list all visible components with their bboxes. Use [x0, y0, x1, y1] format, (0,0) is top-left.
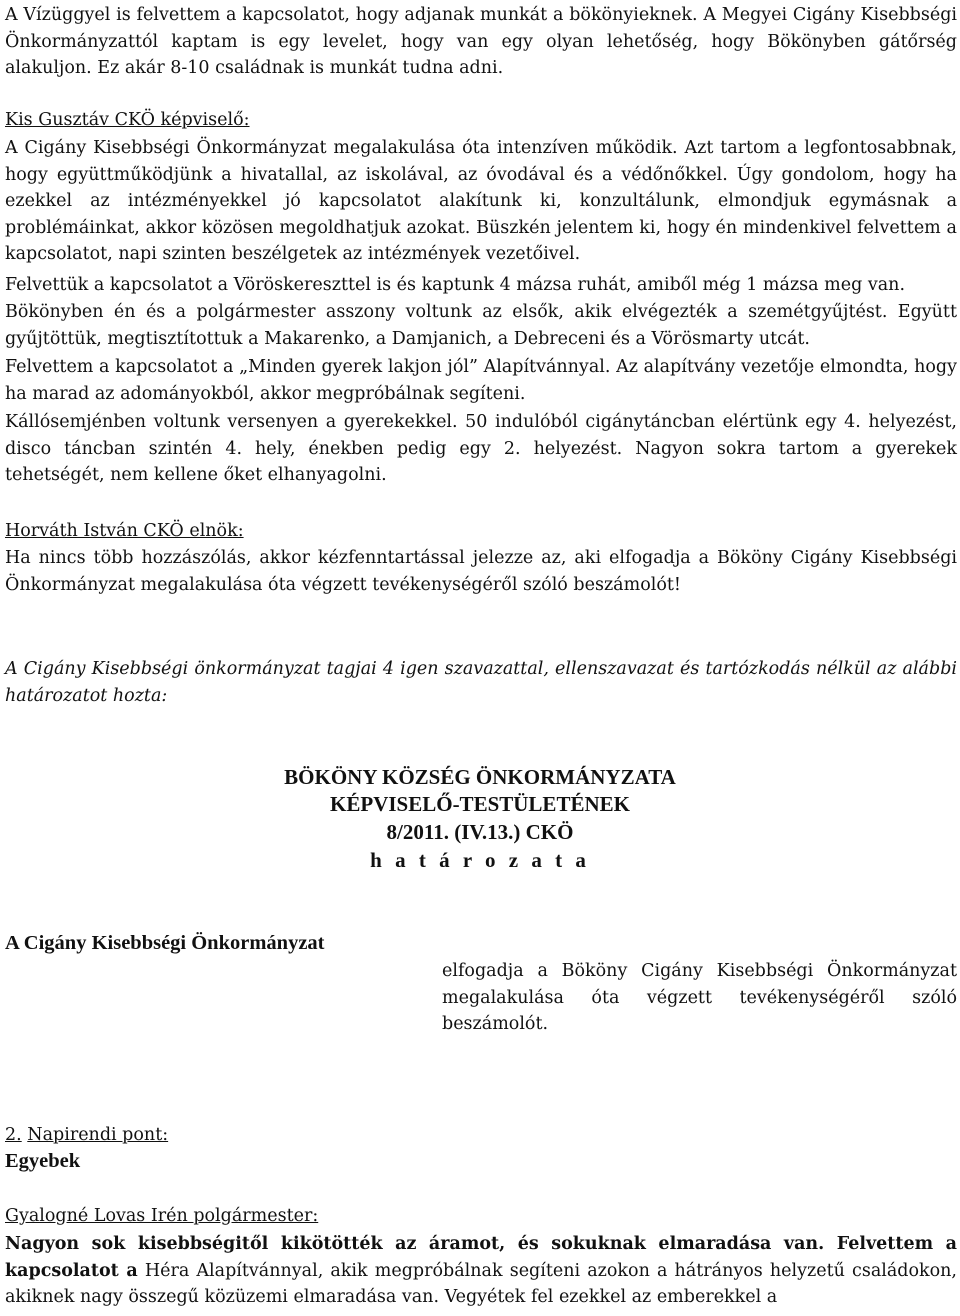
agenda-title: Egyebek — [5, 1150, 81, 1172]
gyalogne-bold-part: Nagyon sok kisebbségitől kikötötték az áramot, és sokuknak elmaradása van. Felvettem a kapcsolatot a — [5, 1234, 957, 1281]
intro-paragraph: A Vízüggyel is felvettem a kapcsolatot, hogy adjanak munkát a bökönyieknek. A Megyei Cigány Kisebbségi Önkormányzattól kaptam is egy levelet, hogy van egy olyan lehetőség, hogy Bökönyben gátőrség alakuljon. Ez akár 8-10 családnak is munkát tudna adni. — [5, 5, 957, 79]
speaker-kis-gusztav: Kis Gusztáv CKÖ képviselő: — [5, 110, 250, 130]
resolution-decision: elfogadja a Bököny Cigány Kisebbségi Önkormányzat megalakulása óta végzett tevékenységéről szóló beszámolót. — [442, 961, 957, 1035]
resolution-title-line-2: KÉPVISELŐ-TESTÜLETÉNEK — [330, 792, 630, 816]
agenda-number: 2. — [5, 1125, 22, 1145]
resolution-heading: h a t á r o z a t a — [370, 848, 590, 872]
kis-gusztav-paragraph-5: Kállósemjénben voltunk versenyen a gyerekekkel. 50 indulóból cigánytáncban elértünk egy 4. helyezést, disco táncban szintén 4. hely, énekben pedig egy 2. helyezést. Nagyon sokra tartom a gyerekek tehetségét, nem kellene őket elhanyagolni. — [5, 412, 957, 486]
speaker-horvath: Horváth István CKÖ elnök: — [5, 521, 244, 541]
resolution-title-line-1: BÖKÖNY KÖZSÉG ÖNKORMÁNYZATA — [284, 765, 676, 789]
kis-gusztav-paragraph-4: Felvettem a kapcsolatot a „Minden gyerek lakjon jól” Alapítvánnyal. Az alapítvány vezetője elmondta, hogy ha marad az adományokból, akkor megpróbálnak segíteni. — [5, 357, 957, 404]
resolution-number: 8/2011. (IV.13.) CKÖ — [386, 820, 574, 844]
horvath-paragraph: Ha nincs több hozzászólás, akkor kézfenntartással jelezze az, aki elfogadja a Bököny Cigány Kisebbségi Önkormányzat megalakulása óta végzett tevékenységéről szóló beszámolót! — [5, 548, 957, 595]
resolution-subject: A Cigány Kisebbségi Önkormányzat — [5, 932, 325, 954]
agenda-item-label — [5, 1122, 168, 1148]
vote-statement: A Cigány Kisebbségi önkormányzat tagjai 4 igen szavazattal, ellenszavazat és tartózkodás nélkül az alábbi határozatot hozta: — [5, 659, 957, 706]
kis-gusztav-paragraph-3: Bökönyben én és a polgármester asszony voltunk az elsők, akik elvégezték a szemétgyűjtést. Együtt gyűjtöttük, megtisztítottuk a Makarenko, a Damjanich, a Debreceni és a Vörösmarty utcát. — [5, 302, 957, 349]
gyalogne-normal-part: Héra Alapítvánnyal, akik megpróbálnak segíteni azokon a hátrányos helyzetű családokon, akiknek nagy összegű közüzemi elmaradása van. Vegyétek fel ezekkel az emberekkel a — [5, 1260, 957, 1308]
speaker-gyalogne: Gyalogné Lovas Irén polgármester: — [5, 1206, 319, 1226]
kis-gusztav-paragraph-1: A Cigány Kisebbségi Önkormányzat megalakulása óta intenzíven működik. Azt tartom a legfontosabbnak, hogy együttműködjünk a hivatallal, az iskolával, az óvodával és a védőnőkkel. Úgy gondolom, hogy ha ezekkel az intézményekkel jó kapcsolatot alakítunk ki, konzultálunk, elmondjuk egymásnak a problémáinkat, akkor közösen megoldhatjuk azokat. Büszkén jelentem ki, hogy én mindenkivel felvettem a kapcsolatot, napi szinten beszélgetek az intézmények vezetőivel. — [5, 138, 957, 265]
kis-gusztav-paragraph-2: Felvettük a kapcsolatot a Vöröskereszttel is és kaptunk 4 mázsa ruhát, amiből még 1 mázsa meg van. — [5, 275, 906, 295]
agenda-label: Napirendi pont: — [27, 1125, 169, 1145]
gyalogne-paragraph — [5, 1231, 957, 1311]
